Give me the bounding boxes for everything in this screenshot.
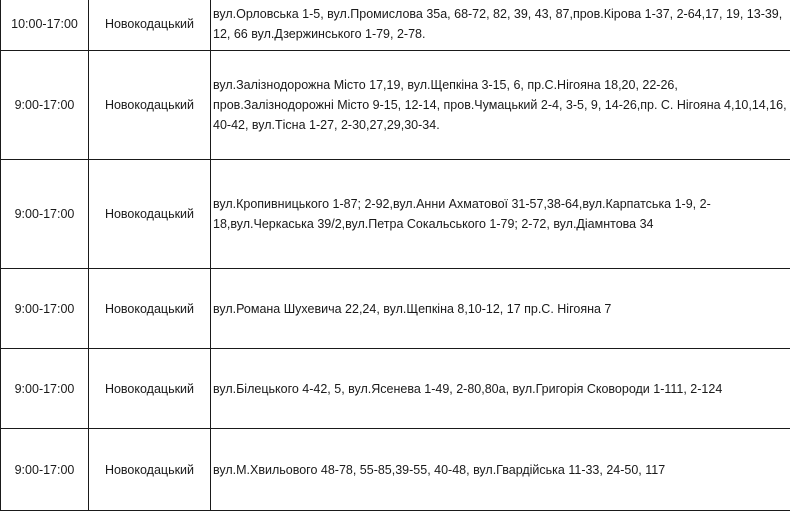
streets-cell: вул.Кропивницького 1-87; 2-92,вул.Анни Ахматової 31-57,38-64,вул.Карпатська 1-9, 2-18,вул.Черкаська 39/2,вул.Петра Сокальського 1-79; 2-72, вул.Діамнтова 34 — [211, 160, 790, 269]
district-cell: Новокодацький — [89, 51, 211, 160]
district-cell: Новокодацький — [89, 160, 211, 269]
streets-cell: вул.Білецького 4-42, 5, вул.Ясенева 1-49, 2-80,80а, вул.Григорія Сковороди 1-111, 2-124 — [211, 349, 790, 429]
district-cell: Новокодацький — [89, 429, 211, 511]
district-cell: Новокодацький — [89, 349, 211, 429]
streets-cell: вул.М.Хвильового 48-78, 55-85,39-55, 40-48, вул.Гвардійська 11-33, 24-50, 117 — [211, 429, 790, 511]
table-row — [1, 429, 790, 511]
table-row — [1, 269, 790, 349]
time-cell: 9:00-17:00 — [1, 160, 89, 269]
time-cell: 9:00-17:00 — [1, 429, 89, 511]
district-cell: Новокодацький — [89, 269, 211, 349]
streets-cell: вул.Залізнодорожна Місто 17,19, вул.Щепкіна 3-15, 6, пр.С.Нігояна 18,20, 22-26, пров.Залізнодорожні Місто 9-15, 12-14, пров.Чумацький 2-4, 3-5, 9, 14-26,пр. С. Нігояна 4,10,14,16, 40-42, вул.Тісна 1-27, 2-30,27,29,30-34. — [211, 51, 790, 160]
table-row — [1, 51, 790, 160]
streets-cell: вул.Орловська 1-5, вул.Промислова 35а, 68-72, 82, 39, 43, 87,пров.Кірова 1-37, 2-64,17, 19, 13-39, 12, 66 вул.Дзержинського 1-79, 2-78. — [211, 0, 790, 51]
table-row — [1, 349, 790, 429]
time-cell: 10:00-17:00 — [1, 0, 89, 51]
table-row — [1, 160, 790, 269]
time-cell: 9:00-17:00 — [1, 51, 89, 160]
table-row — [1, 0, 790, 51]
time-cell: 9:00-17:00 — [1, 269, 89, 349]
time-cell: 9:00-17:00 — [1, 349, 89, 429]
district-cell: Новокодацький — [89, 0, 211, 51]
streets-cell: вул.Романа Шухевича 22,24, вул.Щепкіна 8,10-12, 17 пр.С. Нігояна 7 — [211, 269, 790, 349]
